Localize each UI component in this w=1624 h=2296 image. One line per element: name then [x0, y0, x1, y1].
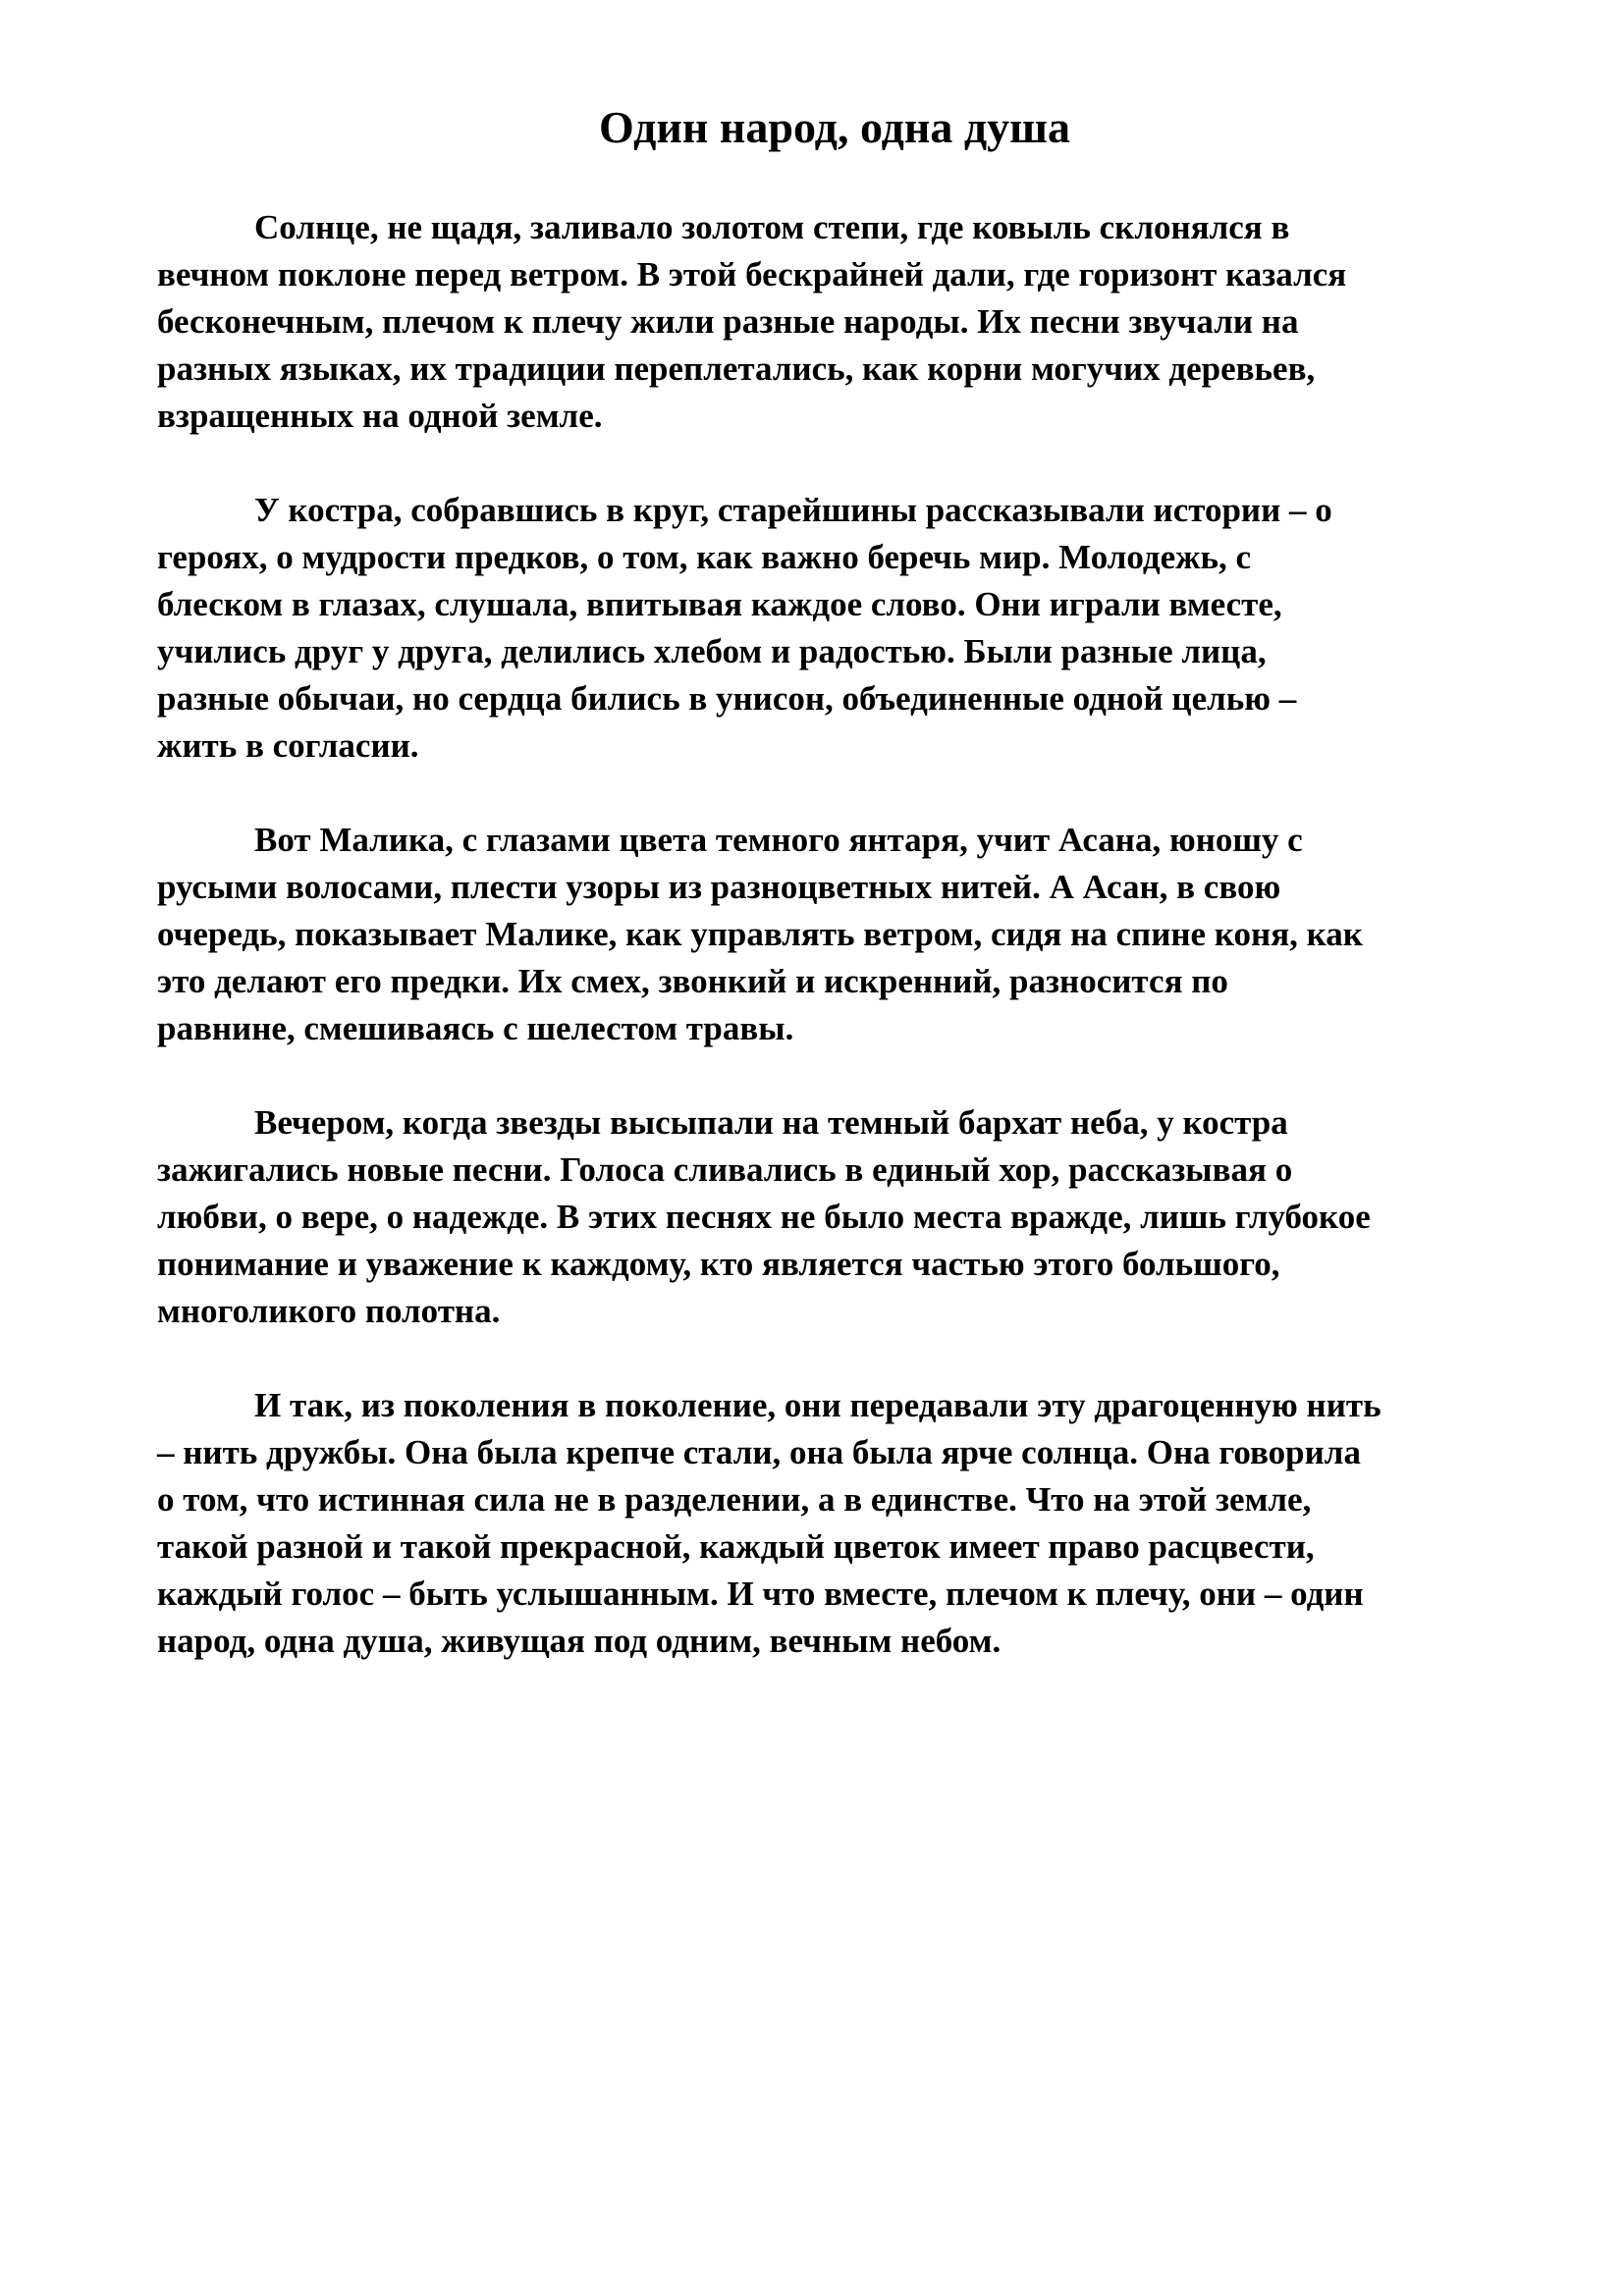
paragraph-4: Вечером, когда звезды высыпали на темный бархат неба, у костра зажигались новые песни. Голоса сливались в единый хор, рассказывая о любви, о вере, о надежде. В этих песнях не было места вражде, лишь глубокое понимание и уважение к каждому, кто является частью этого большого, многоликого полотна. [157, 1103, 1371, 1330]
paragraph-1: Солнце, не щадя, заливало золотом степи, где ковыль склонялся в вечном поклоне перед ветром. В этой бескрайней дали, где горизонт казался бесконечным, плечом к плечу жили разные народы. Их песни звучали на разных языках, их традиции переплетались, как корни могучих деревьев, взращенных на одной земле. [157, 208, 1347, 435]
paragraph-5: И так, из поколения в поколение, они передавали эту драгоценную нить – нить дружбы. Она была крепче стали, она была ярче солнца. Она говорила о том, что истинная сила не в разделении, а в единстве. Что на этой земле, такой разной и такой прекрасной, каждый цветок имеет право расцвести, каждый голос – быть услышанным. И что вместе, плечом к плечу, они – один народ, одна душа, живущая под одним, вечным небом. [157, 1386, 1381, 1660]
paragraph-3: Вот Малика, с глазами цвета темного янтаря, учит Асана, юношу с русыми волосами, плести узоры из разноцветных нитей. А Асан, в свою очередь, показывает Малике, как управлять ветром, сидя на спине коня, как это делают его предки. Их смех, звонкий и искренний, разносится по равнине, смешиваясь с шелестом травы. [157, 821, 1363, 1047]
document-title: Один народ, одна душа [598, 102, 1071, 152]
paragraph-2: У костра, собравшись в круг, старейшины рассказывали истории – о героях, о мудрости предков, о том, как важно беречь мир. Молодежь, с блеском в глазах, слушала, впитывая каждое слово. Они играли вместе, учились друг у друга, делились хлебом и радостью. Были разные лица, разные обычаи, но сердца бились в унисон, объединенные одной целью – жить в согласии. [157, 491, 1332, 765]
document-body [157, 204, 1512, 1665]
